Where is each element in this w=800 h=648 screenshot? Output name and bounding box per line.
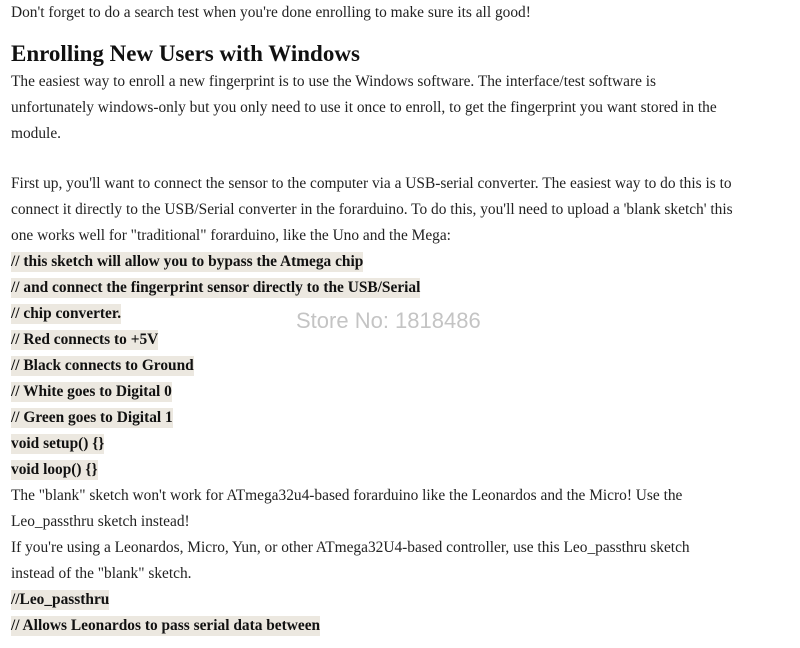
paragraph-line: module. (11, 125, 62, 142)
code-line: // this sketch will allow you to bypass the Atmega chip (11, 253, 364, 270)
paragraph-leonardo (11, 535, 791, 587)
paragraph-line: one works well for "traditional" forarduino, like the Uno and the Mega: (11, 227, 451, 244)
code-line: // White goes to Digital 0 (11, 383, 172, 400)
paragraph-line: connect it directly to the USB/Serial converter in the forarduino. To do this, you'll need to upload a 'blank sketch' this (11, 201, 733, 218)
code-line: // and connect the fingerprint sensor directly to the USB/Serial (11, 279, 421, 296)
code-line: void loop() {} (11, 461, 98, 478)
paragraph-usb-serial (11, 171, 791, 249)
paragraph-line: The "blank" sketch won't work for ATmega32u4-based forarduino like the Leonardos and the Micro! Use the (11, 487, 683, 504)
code-block-blank-sketch (11, 249, 791, 483)
code-line: void setup() {} (11, 435, 105, 452)
paragraph-line: unfortunately windows-only but you only need to use it once to enroll, to get the fingerprint you want stored in the (11, 99, 717, 116)
code-line: // Green goes to Digital 1 (11, 409, 173, 426)
paragraph-line: If you're using a Leonardos, Micro, Yun, or other ATmega32U4-based controller, use this Leo_passthru sketch (11, 539, 690, 556)
paragraph-spacer (11, 147, 791, 171)
article-body (11, 0, 791, 639)
paragraph-enroll-intro (11, 69, 791, 147)
paragraph-line: instead of the "blank" sketch. (11, 565, 192, 582)
code-line: // chip converter. (11, 305, 122, 322)
paragraph-line: First up, you'll want to connect the sensor to the computer via a USB-serial converter. The easiest way to do this is to (11, 175, 732, 192)
intro-text: Don't forget to do a search test when you're done enrolling to make sure its all good! (11, 4, 531, 21)
code-line: // Black connects to Ground (11, 357, 194, 374)
code-line: // Allows Leonardos to pass serial data between (11, 617, 321, 634)
code-block-leo-passthru (11, 587, 791, 639)
paragraph-blank-warning (11, 483, 791, 535)
paragraph-line: The easiest way to enroll a new fingerprint is to use the Windows software. The interface/test software is (11, 73, 657, 90)
section-heading: Enrolling New Users with Windows (11, 41, 360, 66)
code-line: // Red connects to +5V (11, 331, 159, 348)
store-watermark: Store No: 1818486 (296, 308, 481, 333)
code-line: //Leo_passthru (11, 591, 110, 608)
paragraph-line: Leo_passthru sketch instead! (11, 513, 190, 530)
